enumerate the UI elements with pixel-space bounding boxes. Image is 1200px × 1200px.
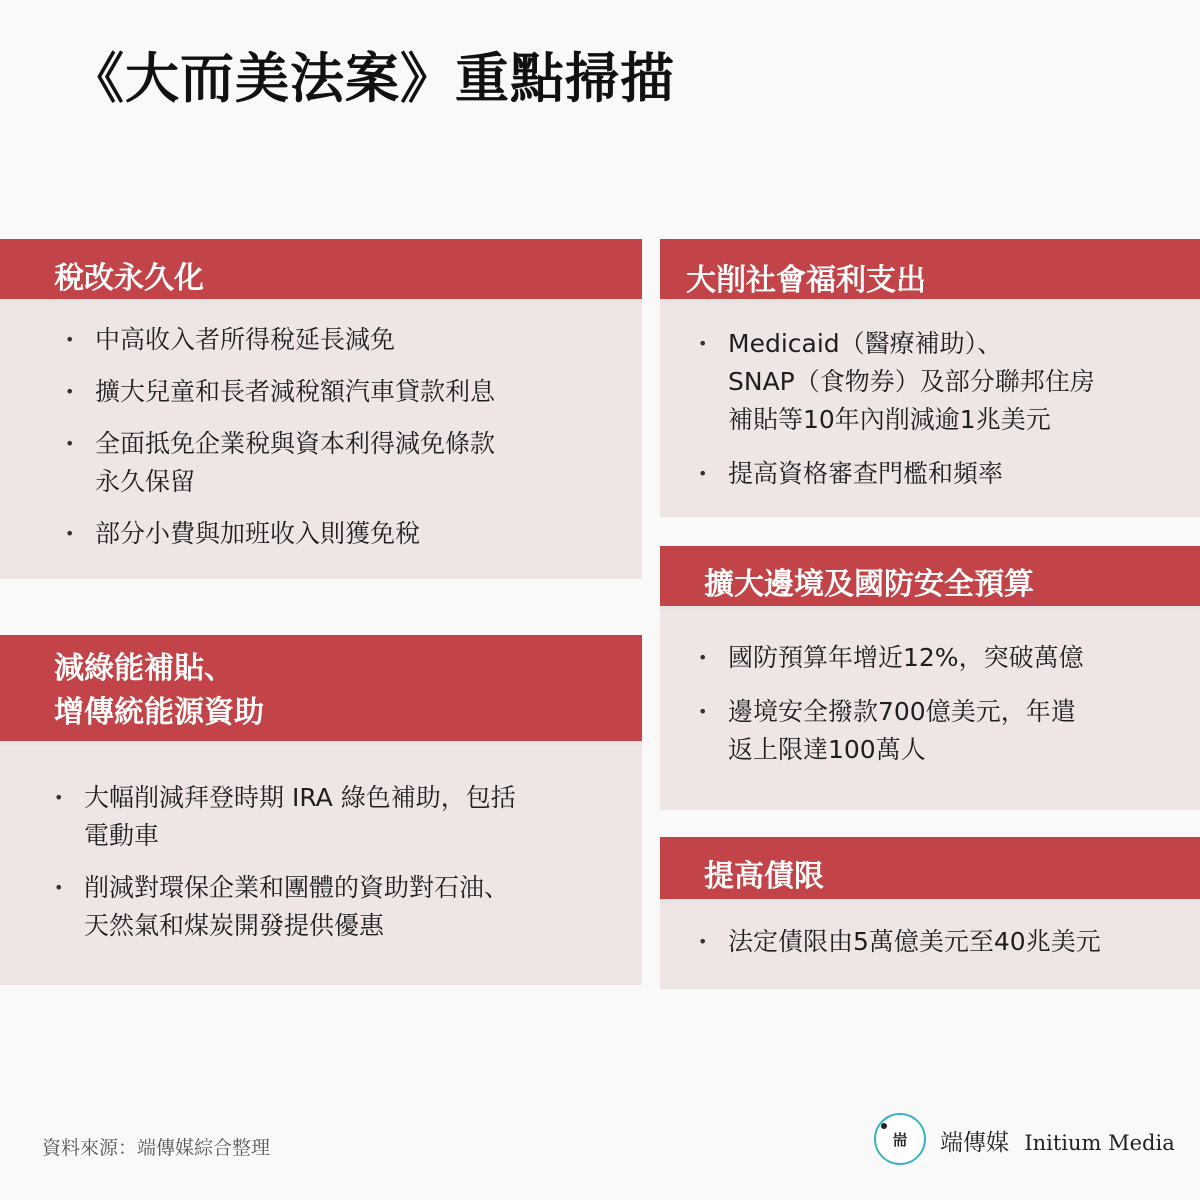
bullet-item [728,693,1200,769]
card-welfare-body [660,303,1200,517]
card-tax-permanence [0,239,642,579]
bullet-item [95,321,642,359]
bullet-line: • 削減對環保企業和團體的資助對石油、 [84,873,510,902]
bullet-item [84,779,642,855]
card-energy-heading-line: 增傳統能源資助 [54,695,264,730]
bullet-item [728,923,1200,961]
card-debt-list [728,923,1200,961]
bullet-line: • 提高資格審查門檻和頻率 [728,459,1004,488]
bullet-line: 補貼等10年內削減逾1兆美元 [728,405,1051,434]
bullet-item [728,639,1200,677]
bullet-item [84,869,642,945]
card-energy-list [84,779,642,945]
bullet-line: • Medicaid（醫療補助）、 [728,329,1003,358]
card-debt-body [660,903,1200,989]
brand-name [940,1124,1175,1157]
bullet-line: • 法定債限由5萬億美元至40兆美元 [728,927,1101,956]
card-tax-list [95,321,642,553]
bullet-line: • 擴大兒童和長者減稅額汽車貸款利息 [95,377,496,406]
bullet-line: 返上限達100萬人 [728,735,926,764]
initium-logo-icon [874,1113,926,1165]
bullet-item [728,325,1200,439]
card-welfare-heading: 大削社會福利支出 [660,239,1200,303]
card-tax-body [0,303,642,579]
page-title: 《大而美法案》重點掃描 [70,47,675,110]
card-welfare-cuts [660,239,1200,517]
bullet-item [95,373,642,411]
bullet-line: • 全面抵免企業稅與資本利得減免條款 [95,429,496,458]
brand-name-en: Initium Media [1024,1131,1175,1155]
card-debt-heading: 提高債限 [660,837,1200,903]
card-tax-heading: 稅改永久化 [0,239,642,303]
card-energy-body [0,745,642,985]
brand-name-zh: 端傳媒 [940,1130,1009,1156]
bullet-line: 天然氣和煤炭開發提供優惠 [84,911,385,940]
bullet-item [95,425,642,501]
bullet-line: • 中高收入者所得稅延長減免 [95,325,396,354]
card-border-heading: 擴大邊境及國防安全預算 [660,546,1200,610]
card-welfare-list [728,325,1200,493]
bullet-line: • 國防預算年增近12%，突破萬億 [728,643,1084,672]
card-energy-heading-line: 減綠能補貼、 [54,651,234,686]
bullet-item [728,455,1200,493]
bullet-line: 電動車 [84,821,160,850]
bullet-line: • 邊境安全撥款700億美元，年遣 [728,697,1076,726]
card-energy-subsidy [0,635,642,985]
bullet-line: SNAP（食物券）及部分聯邦住房 [728,367,1095,396]
card-energy-heading [0,635,642,745]
card-debt-limit [660,837,1200,989]
logo-mark: 耑 [892,1130,908,1149]
card-border-defense [660,546,1200,810]
bullet-line: • 部分小費與加班收入則獲免稅 [95,519,421,548]
bullet-line: • 大幅削減拜登時期 IRA 綠色補助，包括 [84,783,516,812]
source-note: 資料來源：端傳媒綜合整理 [42,1137,271,1159]
card-border-list [728,639,1200,769]
bullet-line: 永久保留 [95,467,196,496]
logo-dot [881,1123,887,1129]
bullet-item [95,515,642,553]
card-border-body [660,610,1200,810]
